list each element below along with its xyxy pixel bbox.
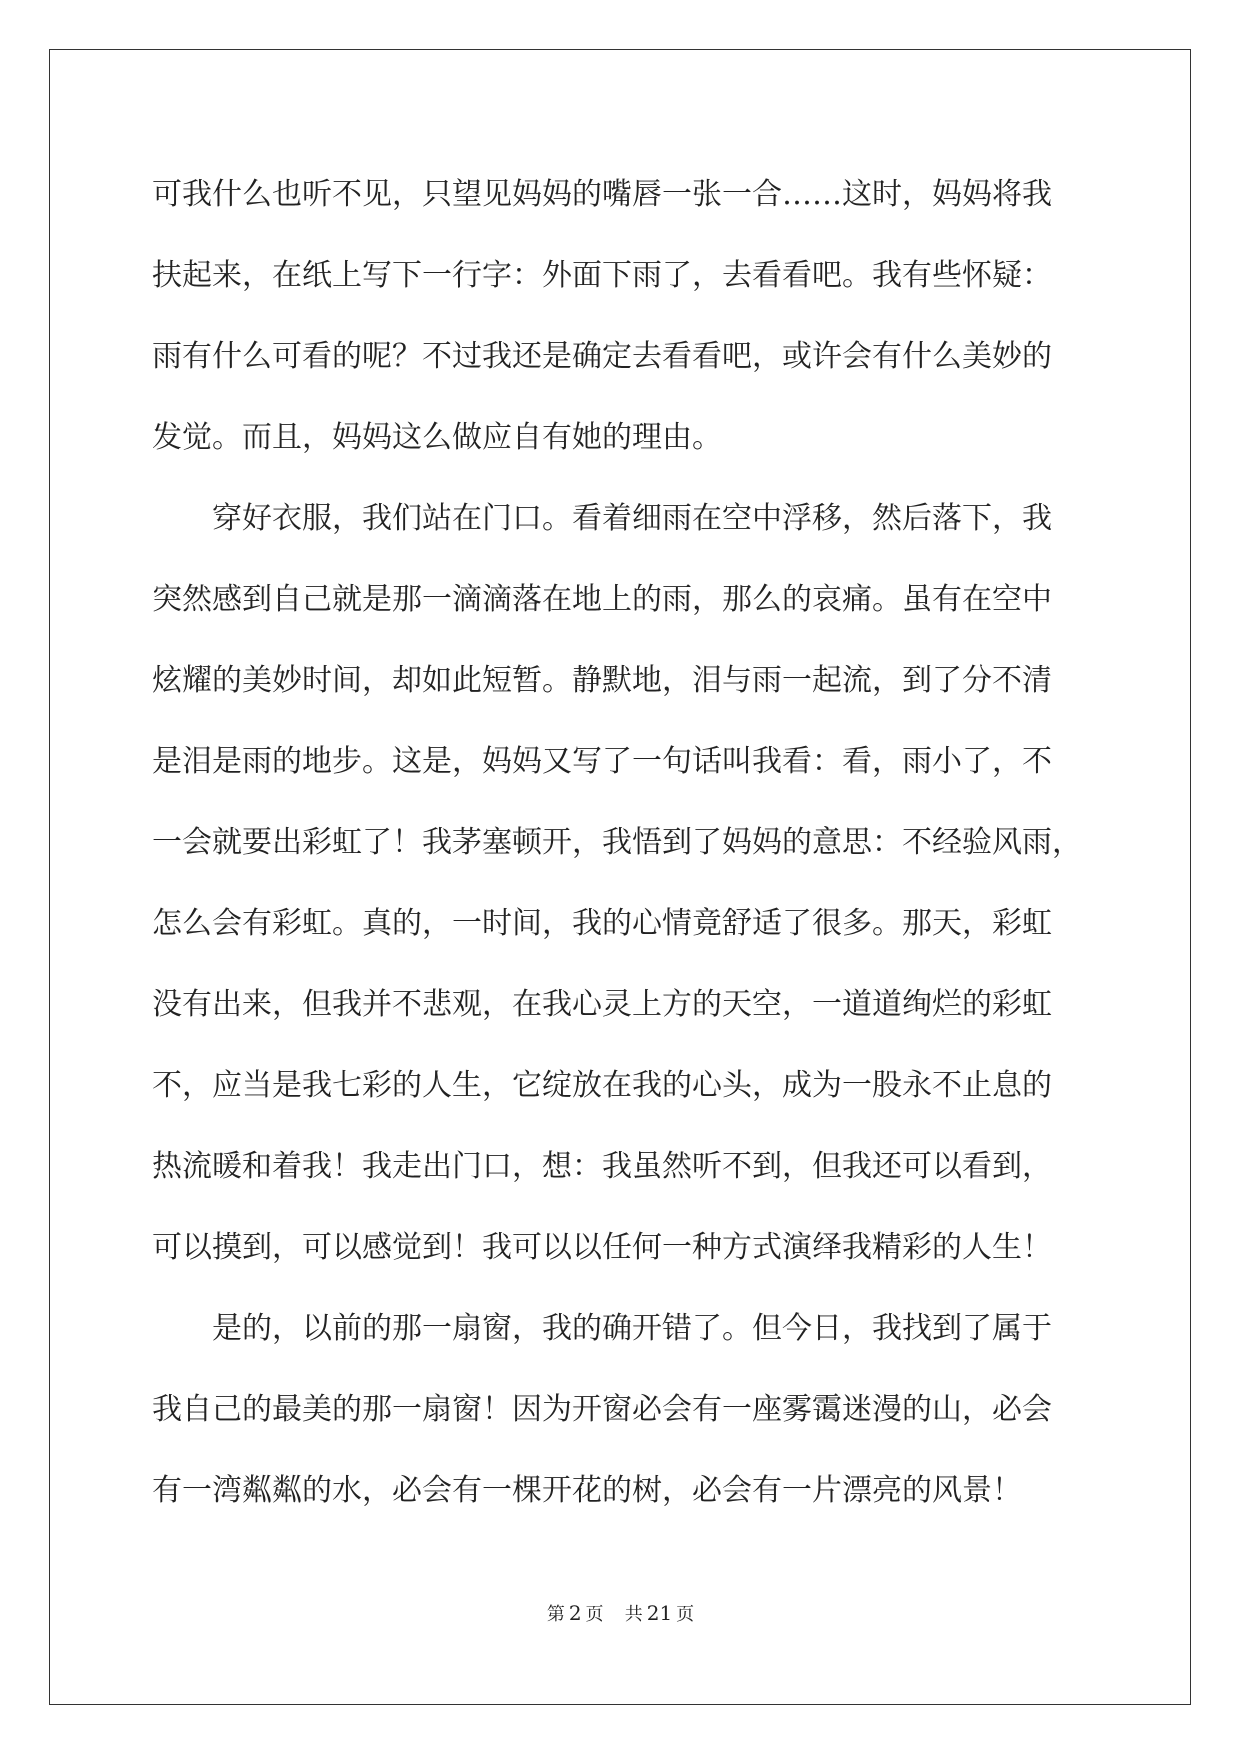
text-line: 炫耀的美妙时间，却如此短暂。静默地，泪与雨一起流，到了分不清 [152,663,1052,698]
text-line: 怎么会有彩虹。真的，一时间，我的心情竟舒适了很多。那天，彩虹 [152,906,1052,941]
text-line: 穿好衣服，我们站在门口。看着细雨在空中浮移，然后落下，我 [212,501,1052,536]
text-line: 雨有什么可看的呢？不过我还是确定去看看吧，或许会有什么美妙的 [152,339,1052,374]
text-line: 可我什么也听不见，只望见妈妈的嘴唇一张一合……这时，妈妈将我 [152,177,1052,212]
footer-total-suffix: 页 [676,1604,695,1625]
paragraph-3 [152,1288,1088,1531]
text-line: 有一湾粼粼的水，必会有一棵开花的树，必会有一片漂亮的风景！ [152,1473,1022,1508]
paragraph-1 [152,154,1088,478]
text-line: 扶起来，在纸上写下一行字：外面下雨了，去看看吧。我有些怀疑： [152,258,1052,293]
text-line: 是泪是雨的地步。这是，妈妈又写了一句话叫我看：看，雨小了，不 [152,744,1052,779]
footer-prefix: 第 [546,1604,565,1625]
text-line: 热流暖和着我！我走出门口，想：我虽然听不到，但我还可以看到， [152,1149,1052,1184]
text-line: 可以摸到，可以感觉到！我可以以任何一种方式演绎我精彩的人生！ [152,1230,1052,1265]
paragraph-2 [152,478,1088,1288]
text-line: 突然感到自己就是那一滴滴落在地上的雨，那么的哀痛。虽有在空中 [152,582,1052,617]
text-line: 一会就要出彩虹了！我茅塞顿开，我悟到了妈妈的意思：不经验风雨， [152,825,1082,860]
footer-total-prefix: 共 [624,1604,643,1625]
text-line: 没有出来，但我并不悲观，在我心灵上方的天空，一道道绚烂的彩虹 [152,987,1052,1022]
text-line: 是的，以前的那一扇窗，我的确开错了。但今日，我找到了属于 [212,1311,1052,1346]
text-line: 发觉。而且，妈妈这么做应自有她的理由。 [152,420,722,455]
text-line: 不，应当是我七彩的人生，它绽放在我的心头，成为一股永不止息的 [152,1068,1052,1103]
current-page-number: 2 [568,1601,582,1625]
document-body [152,154,1088,1531]
total-pages-number: 21 [646,1601,673,1625]
footer-page-suffix: 页 [585,1604,604,1625]
text-line: 我自己的最美的那一扇窗！因为开窗必会有一座雾霭迷漫的山，必会 [152,1392,1052,1427]
page-footer [0,1600,1241,1626]
